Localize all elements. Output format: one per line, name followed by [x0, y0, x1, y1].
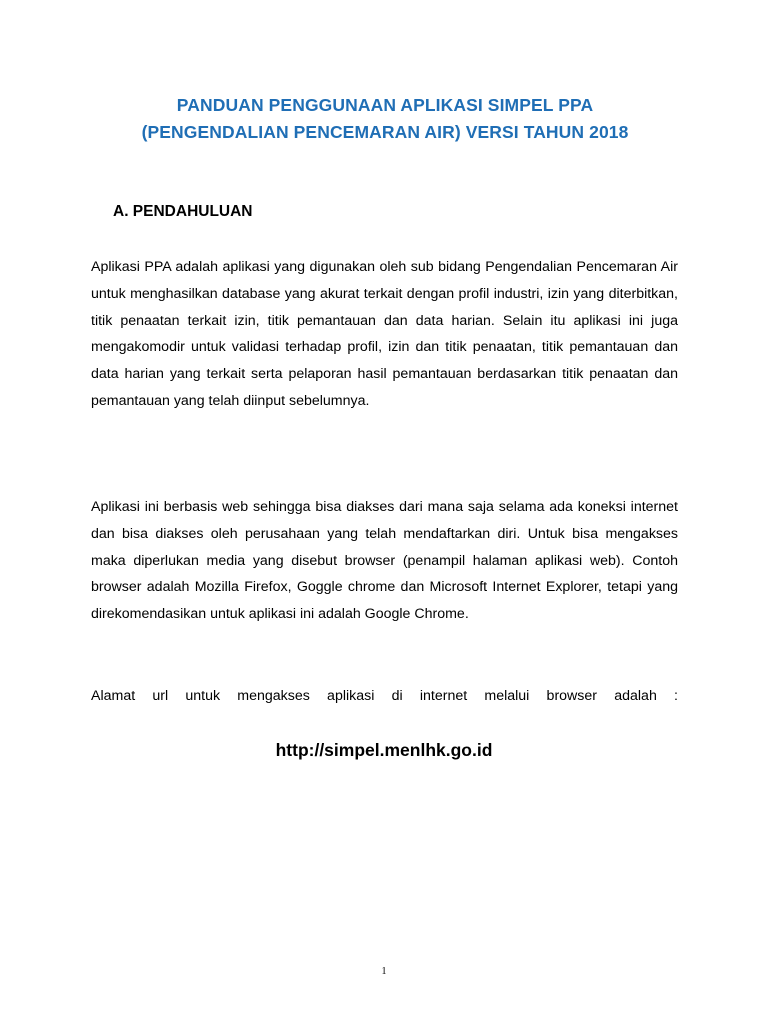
url-intro-text: Alamat url untuk mengakses aplikasi di internet melalui browser adalah :: [91, 688, 678, 704]
document-title: [60, 92, 710, 146]
document-title-line-1: PANDUAN PENGGUNAAN APLIKASI SIMPEL PPA: [176, 95, 594, 115]
section-heading: A. PENDAHULUAN: [113, 203, 253, 220]
document-title-line-2: (PENGENDALIAN PENCEMARAN AIR) VERSI TAHUN 2018: [141, 122, 629, 142]
application-url: http://simpel.menlhk.go.id: [275, 740, 493, 760]
page-number: 1: [381, 966, 387, 977]
access-paragraph: Aplikasi ini berbasis web sehingga bisa diakses dari mana saja selama ada koneksi internet dan bisa diakses oleh perusahaan yang telah mendaftarkan diri. Untuk bisa mengakses maka diperlukan media yang disebut browser (penampil halaman aplikasi web). Contoh browser adalah Mozilla Firefox, Goggle chrome dan Microsoft Internet Explorer, tetapi yang direkomendasikan untuk aplikasi ini adalah Google Chrome.: [91, 499, 678, 623]
intro-paragraph: Aplikasi PPA adalah aplikasi yang digunakan oleh sub bidang Pengendalian Pencemaran Air untuk menghasilkan database yang akurat terkait dengan profil industri, izin yang diterbitkan, titik penaatan terkait izin, titik pemantauan dan data harian. Selain itu aplikasi ini juga mengakomodir untuk validasi terhadap profil, izin dan titik penaatan, titik pemantauan dan data harian yang terkait serta pelaporan hasil pemantauan berdasarkan titik penaatan dan pemantauan yang telah diinput sebelumnya.: [91, 259, 678, 409]
